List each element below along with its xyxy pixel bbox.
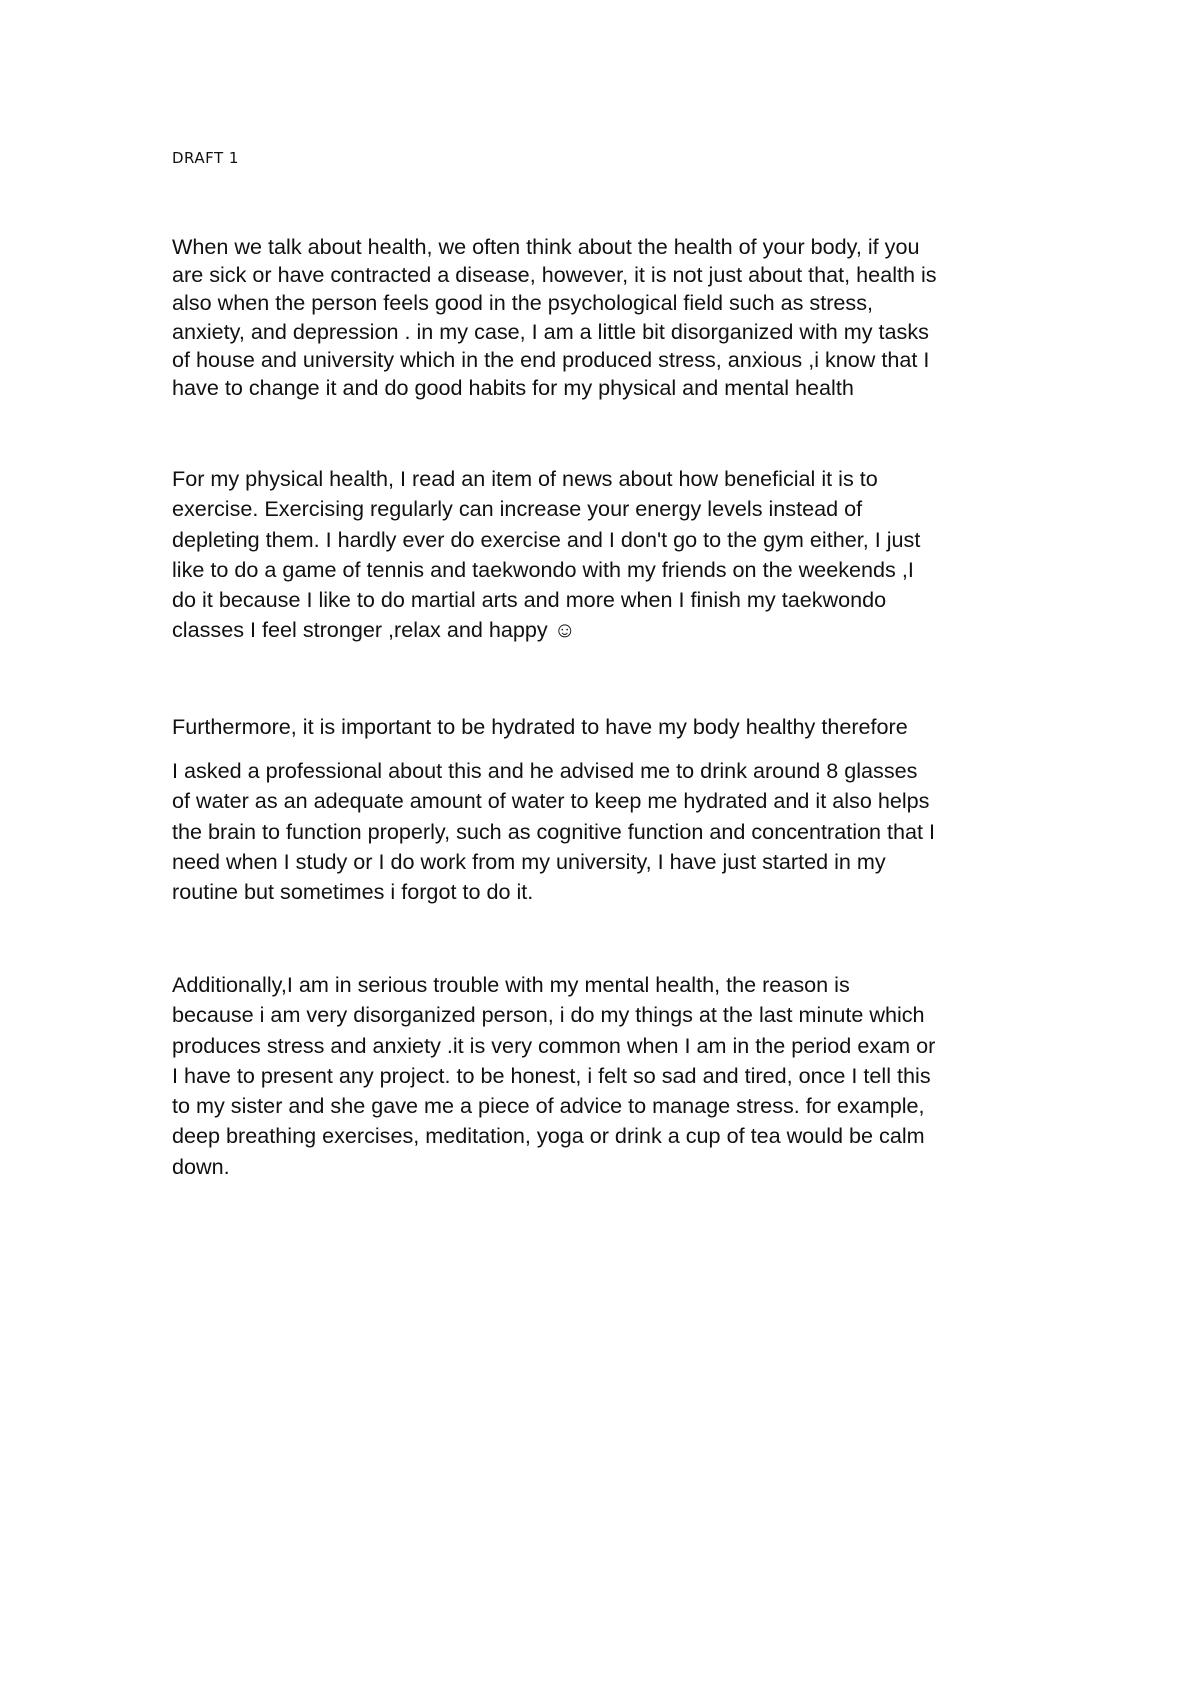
text-line: need when I study or I do work from my university, I have just started in my xyxy=(172,848,886,874)
text-line: anxiety, and depression . in my case, I am a little bit disorganized with my tasks xyxy=(172,318,929,344)
paragraph-physical-health xyxy=(172,464,1052,646)
text-line: For my physical health, I read an item of news about how beneficial it is to xyxy=(172,466,878,491)
text-line: are sick or have contracted a disease, however, it is not just about that, health is xyxy=(172,262,937,288)
text-line: of water as an adequate amount of water to keep me hydrated and it also helps xyxy=(172,788,930,814)
text-line: depleting them. I hardly ever do exercise and I don't go to the gym either, I just xyxy=(172,526,921,552)
text-line: When we talk about health, we often think about the health of your body, if you xyxy=(172,234,920,259)
text-line: I have to present any project. to be honest, i felt so sad and tired, once I tell this xyxy=(172,1062,931,1088)
text-line: deep breathing exercises, meditation, yoga or drink a cup of tea would be calm xyxy=(172,1123,925,1149)
paragraph-intro xyxy=(172,233,1052,402)
text-line: have to change it and do good habits for my physical and mental health xyxy=(172,375,854,401)
paragraph-hydration xyxy=(172,756,1052,907)
text-line: routine but sometimes i forgot to do it. xyxy=(172,879,534,905)
text-line: because i am very disorganized person, i do my things at the last minute which xyxy=(172,1002,925,1028)
text-line: down. xyxy=(172,1153,230,1179)
paragraph-mental-health xyxy=(172,970,1052,1182)
paragraph-hydration-intro xyxy=(172,712,1052,742)
text-line: Additionally,I am in serious trouble with my mental health, the reason is xyxy=(172,972,850,997)
text-line: of house and university which in the end produced stress, anxious ,i know that I xyxy=(172,346,930,372)
text-line: the brain to function properly, such as cognitive function and concentration that I xyxy=(172,818,936,844)
document-title: DRAFT 1 xyxy=(172,149,239,167)
text-line: like to do a game of tennis and taekwondo with my friends on the weekends ,I xyxy=(172,556,914,582)
text-line: exercise. Exercising regularly can increase your energy levels instead of xyxy=(172,496,863,522)
text-line: Furthermore, it is important to be hydrated to have my body healthy therefore xyxy=(172,714,908,739)
text-line: do it because I like to do martial arts and more when I finish my taekwondo xyxy=(172,587,887,613)
text-line: produces stress and anxiety .it is very common when I am in the period exam or xyxy=(172,1032,936,1058)
text-line: I asked a professional about this and he advised me to drink around 8 glasses xyxy=(172,758,918,783)
text-line: also when the person feels good in the psychological field such as stress, xyxy=(172,290,874,316)
text-line: to my sister and she gave me a piece of advice to manage stress. for example, xyxy=(172,1093,925,1119)
text-line: classes I feel stronger ,relax and happy ☺ xyxy=(172,617,576,643)
